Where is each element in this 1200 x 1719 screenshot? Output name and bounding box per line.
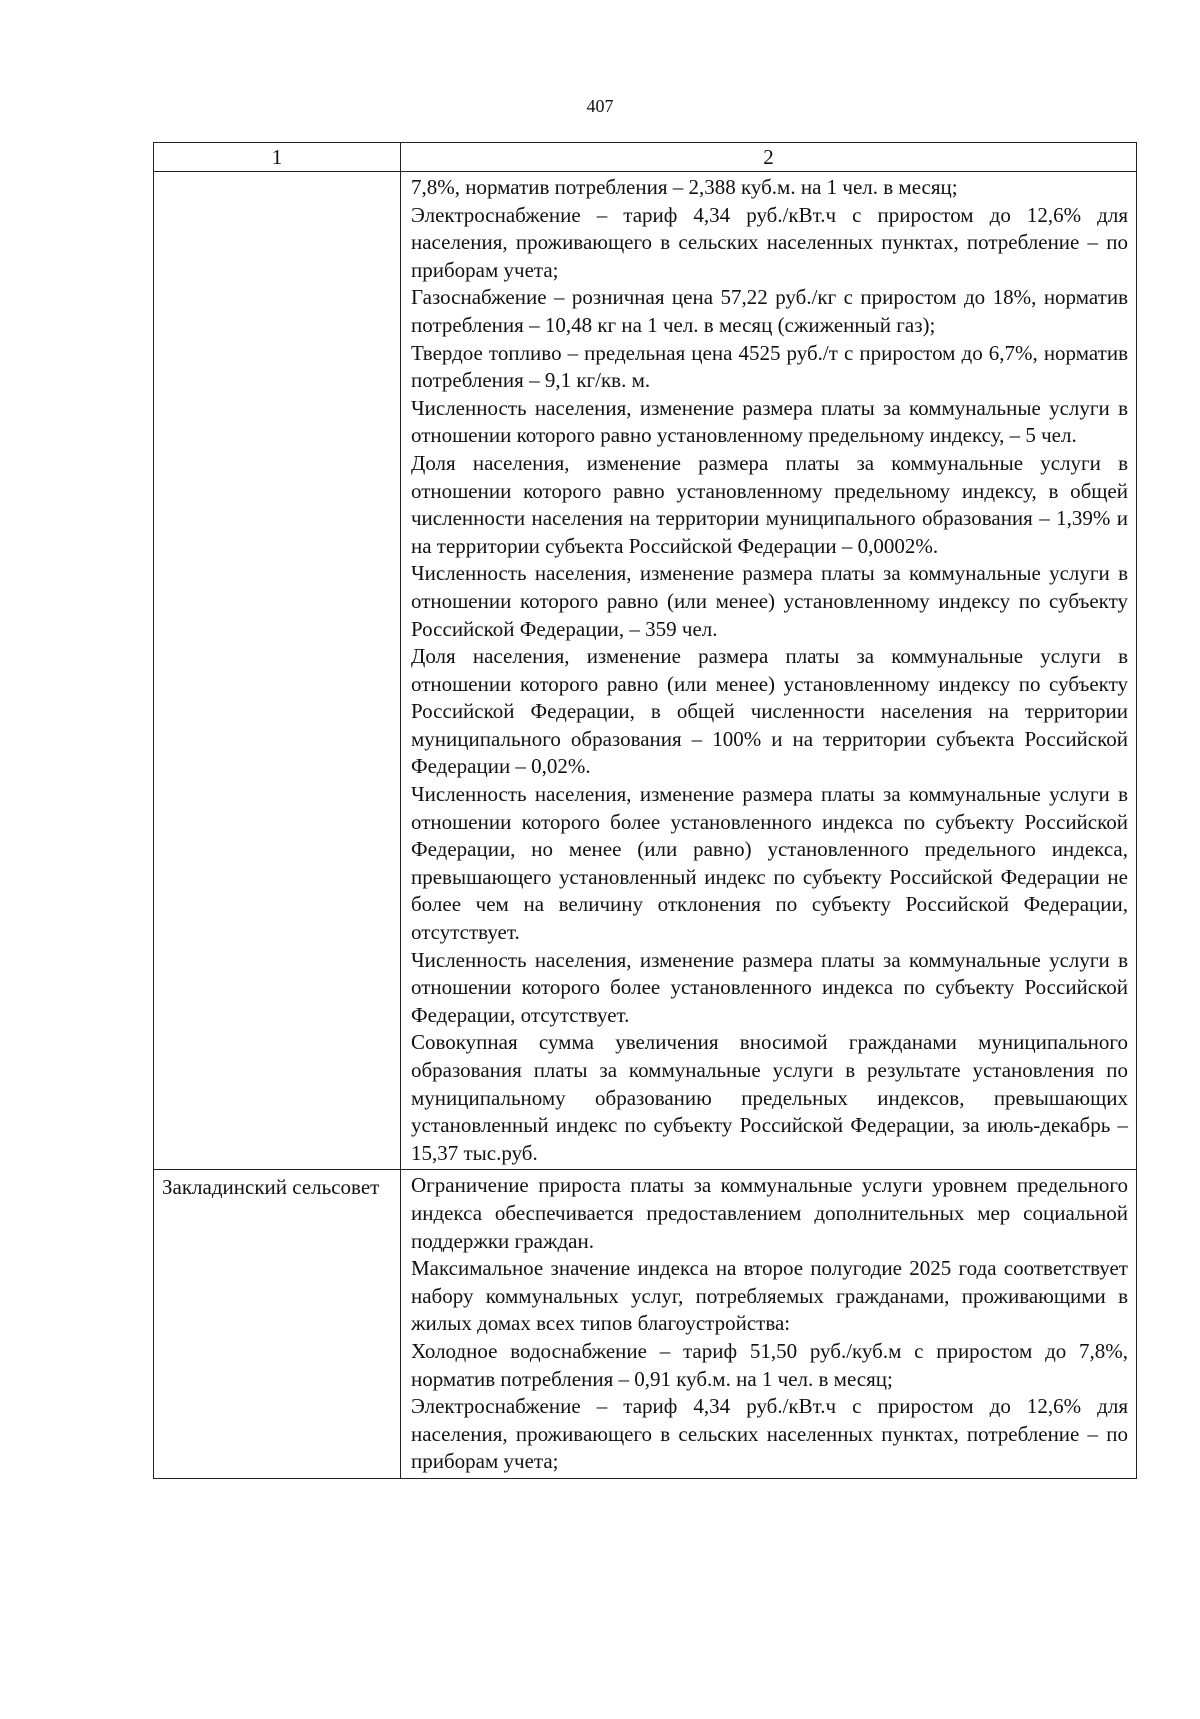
paragraph: Численность населения, изменение размера платы за коммунальные услуги в отношении которого более установленного индекса по субъекту Российской Федерации, отсутствует.: [411, 947, 1128, 1027]
column-header-2: 2: [401, 143, 1137, 172]
paragraph: Электроснабжение – тариф 4,34 руб./кВт.ч с приростом до 12,6% для населения, проживающего в сельских населенных пунктах, потребление – по приборам учета;: [411, 1394, 1128, 1474]
description-cell: [401, 172, 1137, 1170]
description-cell: [401, 1170, 1137, 1479]
municipality-cell: [154, 1170, 401, 1479]
paragraph: Численность населения, изменение размера платы за коммунальные услуги в отношении которого более установленного индекса по субъекту Российской Федерации, но менее (или равно) установленного предельного индекса, превышающего установленный индекс по субъекту Российской Федерации не более чем на величину отклонения по субъекту Российской Федерации, отсутствует.: [411, 782, 1128, 945]
paragraph: Численность населения, изменение размера платы за коммунальные услуги в отношении которого равно установленному предельному индексу, – 5 чел.: [411, 395, 1128, 448]
paragraph: Холодное водоснабжение – тариф 51,50 руб./куб.м с приростом до 7,8%, норматив потребления – 0,91 куб.м. на 1 чел. в месяц;: [411, 1338, 1128, 1391]
table-header-row: [154, 143, 1137, 172]
paragraph: Численность населения, изменение размера платы за коммунальные услуги в отношении которого равно (или менее) установленному индексу по субъекту Российской Федерации, – 359 чел.: [411, 561, 1128, 641]
municipality-name: [154, 172, 400, 180]
municipality-cell: [154, 172, 401, 1170]
column-header-1: 1: [154, 143, 401, 172]
paragraph: Доля населения, изменение размера платы за коммунальные услуги в отношении которого равно (или менее) установленному индексу по субъекту Российской Федерации, в общей численности населения на территории муниципального образования – 100% и на территории субъекта Российской Федерации – 0,02%.: [411, 644, 1128, 779]
municipality-name: Закладинский сельсовет: [162, 1175, 380, 1200]
paragraph: Твердое топливо – предельная цена 4525 руб./т с приростом до 6,7%, норматив потребления – 9,1 кг/кв. м.: [411, 340, 1128, 393]
paragraph: Совокупная сумма увеличения вносимой гражданами муниципального образования платы за коммунальные услуги в результате установления по муниципальному образованию предельных индексов, превышающих установленный индекс по субъекту Российской Федерации, за июль-декабрь – 15,37 тыс.руб.: [411, 1030, 1128, 1165]
paragraph: Ограничение прироста платы за коммунальные услуги уровнем предельного индекса обеспечивается предоставлением дополнительных мер социальной поддержки граждан.: [411, 1173, 1128, 1253]
page-number: 407: [586, 96, 614, 116]
paragraph: 7,8%, норматив потребления – 2,388 куб.м. на 1 чел. в месяц;: [411, 175, 958, 199]
paragraph: Доля населения, изменение размера платы за коммунальные услуги в отношении которого равно установленному предельному индексу, в общей численности населения на территории муниципального образования – 1,39% и на территории субъекта Российской Федерации – 0,0002%.: [411, 450, 1128, 558]
table-row: [154, 172, 1137, 1170]
paragraph: Максимальное значение индекса на второе полугодие 2025 года соответствует набору коммунальных услуг, потребляемых гражданами, проживающими в жилых домах всех типов благоустройства:: [411, 1256, 1128, 1336]
paragraph: Газоснабжение – розничная цена 57,22 руб./кг с приростом до 18%, норматив потребления – 10,48 кг на 1 чел. в месяц (сжиженный газ);: [411, 285, 1128, 337]
tariff-table: [153, 142, 1137, 1479]
paragraph: Электроснабжение – тариф 4,34 руб./кВт.ч с приростом до 12,6% для населения, проживающего в сельских населенных пунктах, потребление – по приборам учета;: [411, 202, 1128, 282]
table-row: [154, 1170, 1137, 1479]
